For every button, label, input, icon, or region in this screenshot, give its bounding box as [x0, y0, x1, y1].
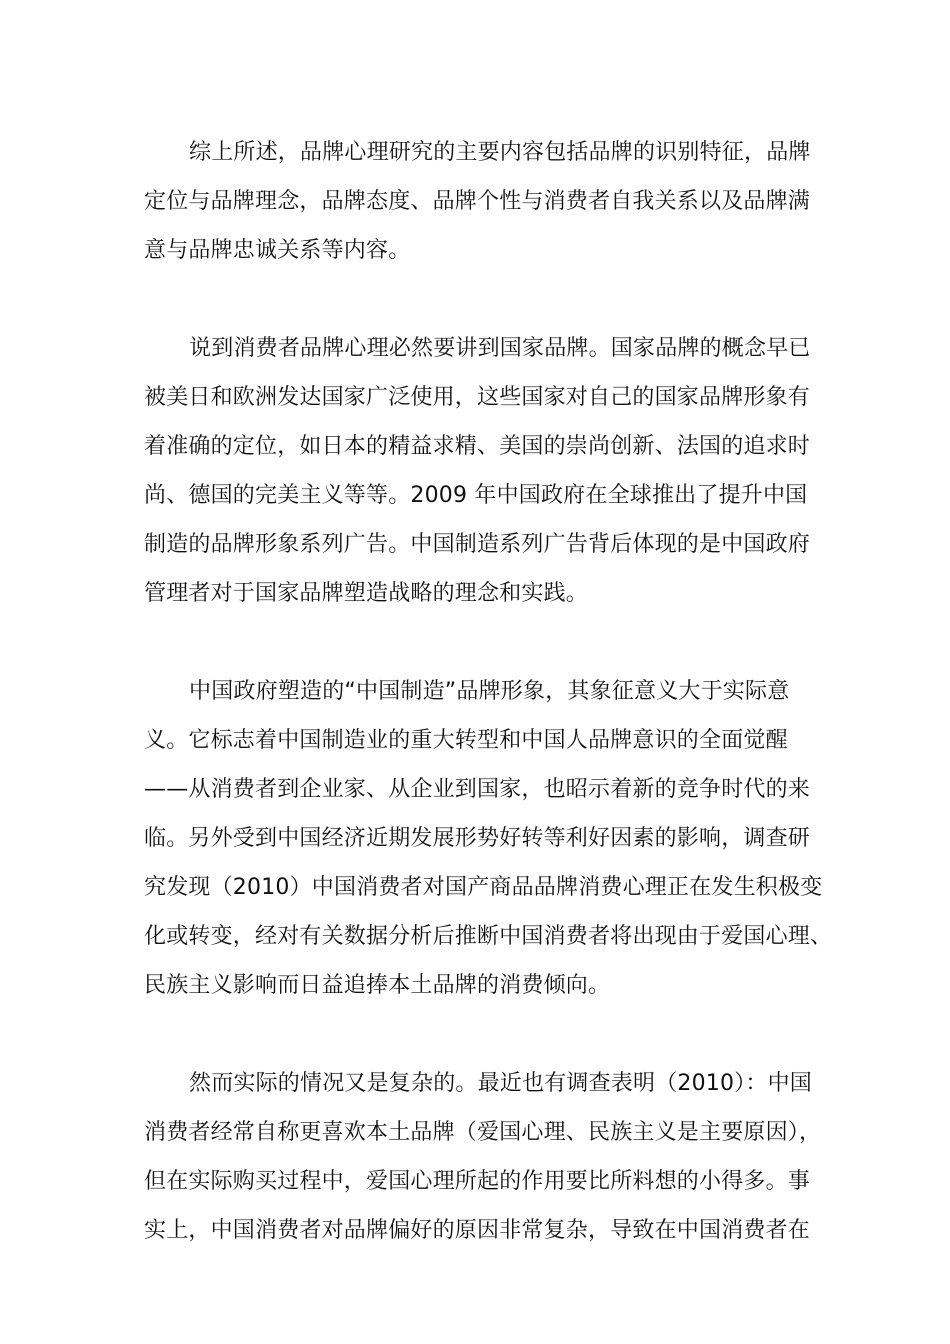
text-line: 着准确的定位，如日本的精益求精、美国的崇尚创新、法国的追求时: [144, 434, 811, 459]
text-line: 定位与品牌理念，品牌态度、品牌个性与消费者自我关系以及品牌满: [144, 189, 811, 214]
text-line: 管理者对于国家品牌塑造战略的理念和实践。: [144, 581, 589, 606]
text-line: 究发现（2010）中国消费者对国产商品品牌消费心理正在发生积极变: [144, 875, 823, 900]
document-page: [144, 128, 833, 1304]
text-line: 实上，中国消费者对品牌偏好的原因非常复杂，导致在中国消费者在: [144, 1218, 811, 1243]
paragraph-made-in-china: [144, 667, 833, 1010]
text-line: 然而实际的情况又是复杂的。最近也有调查表明（2010）：中国: [189, 1071, 812, 1096]
text-line: 尚、德国的完美主义等等。2009 年中国政府在全球推出了提升中国: [144, 483, 808, 508]
text-line: 意与品牌忠诚关系等内容。: [144, 238, 411, 263]
text-line: 临。另外受到中国经济近期发展形势好转等利好因素的影响，调查研: [144, 826, 811, 851]
text-line: 民族主义影响而日益追捧本土品牌的消费倾向。: [144, 973, 611, 998]
text-line: 说到消费者品牌心理必然要讲到国家品牌。国家品牌的概念早已: [189, 336, 811, 361]
paragraph-summary: [144, 128, 820, 275]
text-line: 制造的品牌形象系列广告。中国制造系列广告背后体现的是中国政府: [144, 532, 811, 557]
text-line: 综上所述，品牌心理研究的主要内容包括品牌的识别特征，品牌: [189, 140, 811, 165]
text-line: 消费者经常自称更喜欢本土品牌（爱国心理、民族主义是主要原因），: [144, 1120, 822, 1145]
text-line: ——从消费者到企业家、从企业到国家，也昭示着新的竞争时代的来: [144, 777, 811, 802]
paragraph-reality: [144, 1059, 820, 1255]
text-line: 被美日和欧洲发达国家广泛使用，这些国家对自己的国家品牌形象有: [144, 385, 811, 410]
paragraph-national-brand: [144, 324, 820, 618]
text-line: 义。它标志着中国制造业的重大转型和中国人品牌意识的全面觉醒: [144, 728, 788, 753]
text-line: 中国政府塑造的“中国制造”品牌形象，其象征意义大于实际意: [189, 679, 790, 704]
text-line: 化或转变，经对有关数据分析后推断中国消费者将出现由于爱国心理、: [144, 924, 833, 949]
text-line: 但在实际购买过程中，爱国心理所起的作用要比所料想的小得多。事: [144, 1169, 811, 1194]
